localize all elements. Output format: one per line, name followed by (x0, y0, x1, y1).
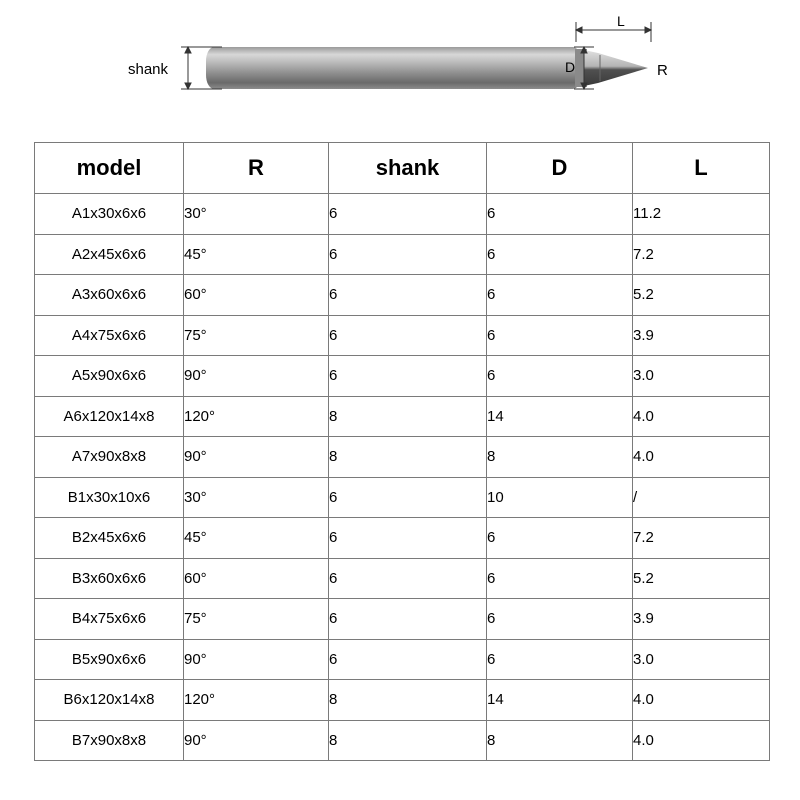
table-header-row (35, 143, 770, 194)
cell-model: B3x60x6x6 (35, 558, 184, 599)
table-row (35, 234, 770, 275)
cell-shank: 8 (329, 437, 487, 478)
cell-l: 4.0 (633, 396, 770, 437)
cell-shank: 6 (329, 194, 487, 235)
cell-l: 3.9 (633, 599, 770, 640)
cell-model: A6x120x14x8 (35, 396, 184, 437)
cell-r: 90° (184, 639, 329, 680)
table-row (35, 194, 770, 235)
cell-shank: 8 (329, 396, 487, 437)
cell-l: / (633, 477, 770, 518)
cell-model: B1x30x10x6 (35, 477, 184, 518)
table-row (35, 477, 770, 518)
cell-d: 8 (487, 720, 633, 761)
cell-shank: 6 (329, 639, 487, 680)
cell-r: 75° (184, 315, 329, 356)
header-r: R (184, 143, 329, 194)
cell-shank: 6 (329, 518, 487, 559)
d-label: D (565, 59, 576, 75)
cell-r: 75° (184, 599, 329, 640)
table-row (35, 396, 770, 437)
cell-r: 30° (184, 194, 329, 235)
cell-l: 3.0 (633, 356, 770, 397)
cell-l: 3.9 (633, 315, 770, 356)
table-row (35, 680, 770, 721)
cell-d: 8 (487, 437, 633, 478)
cell-r: 120° (184, 396, 329, 437)
table-row (35, 558, 770, 599)
header-model: model (35, 143, 184, 194)
cell-shank: 6 (329, 599, 487, 640)
cell-r: 60° (184, 275, 329, 316)
cell-l: 7.2 (633, 234, 770, 275)
cell-d: 6 (487, 558, 633, 599)
cell-d: 6 (487, 518, 633, 559)
cell-r: 45° (184, 518, 329, 559)
cell-d: 6 (487, 599, 633, 640)
cell-r: 90° (184, 720, 329, 761)
cell-shank: 6 (329, 477, 487, 518)
cell-r: 90° (184, 437, 329, 478)
cell-shank: 6 (329, 356, 487, 397)
cell-r: 60° (184, 558, 329, 599)
header-d: D (487, 143, 633, 194)
cell-l: 3.0 (633, 639, 770, 680)
cell-l: 7.2 (633, 518, 770, 559)
table-row (35, 599, 770, 640)
cell-l: 4.0 (633, 437, 770, 478)
cell-l: 5.2 (633, 558, 770, 599)
cell-shank: 6 (329, 234, 487, 275)
cell-model: A7x90x8x8 (35, 437, 184, 478)
cell-model: B2x45x6x6 (35, 518, 184, 559)
cell-r: 120° (184, 680, 329, 721)
tool-bit-diagram (0, 0, 800, 130)
cutting-tip (584, 50, 648, 86)
cell-model: B7x90x8x8 (35, 720, 184, 761)
cell-d: 14 (487, 680, 633, 721)
cell-d: 6 (487, 275, 633, 316)
table-row (35, 356, 770, 397)
cell-model: A3x60x6x6 (35, 275, 184, 316)
cell-d: 6 (487, 194, 633, 235)
specification-table (34, 142, 770, 761)
cell-model: A1x30x6x6 (35, 194, 184, 235)
cell-model: B5x90x6x6 (35, 639, 184, 680)
cell-l: 5.2 (633, 275, 770, 316)
cell-l: 4.0 (633, 720, 770, 761)
table-row (35, 315, 770, 356)
cell-r: 30° (184, 477, 329, 518)
l-label: L (617, 13, 625, 29)
cell-shank: 8 (329, 680, 487, 721)
cell-model: A2x45x6x6 (35, 234, 184, 275)
table-row (35, 275, 770, 316)
cell-d: 6 (487, 356, 633, 397)
table-row (35, 639, 770, 680)
cell-shank: 6 (329, 315, 487, 356)
cell-l: 11.2 (633, 194, 770, 235)
header-shank: shank (329, 143, 487, 194)
cell-model: A4x75x6x6 (35, 315, 184, 356)
cell-r: 90° (184, 356, 329, 397)
cell-d: 14 (487, 396, 633, 437)
cell-model: A5x90x6x6 (35, 356, 184, 397)
cell-model: B4x75x6x6 (35, 599, 184, 640)
header-l: L (633, 143, 770, 194)
cell-shank: 6 (329, 558, 487, 599)
cell-shank: 8 (329, 720, 487, 761)
cell-l: 4.0 (633, 680, 770, 721)
cell-d: 6 (487, 234, 633, 275)
cell-d: 6 (487, 639, 633, 680)
shank-body (206, 47, 587, 89)
table-row (35, 518, 770, 559)
l-dimension-marker (576, 22, 651, 42)
table-row (35, 437, 770, 478)
cell-r: 45° (184, 234, 329, 275)
table-row (35, 720, 770, 761)
shank-label: shank (128, 61, 169, 78)
cell-d: 6 (487, 315, 633, 356)
cell-d: 10 (487, 477, 633, 518)
cell-model: B6x120x14x8 (35, 680, 184, 721)
cell-shank: 6 (329, 275, 487, 316)
r-label: R (657, 62, 668, 79)
engraving-bit-drawing (0, 0, 800, 130)
